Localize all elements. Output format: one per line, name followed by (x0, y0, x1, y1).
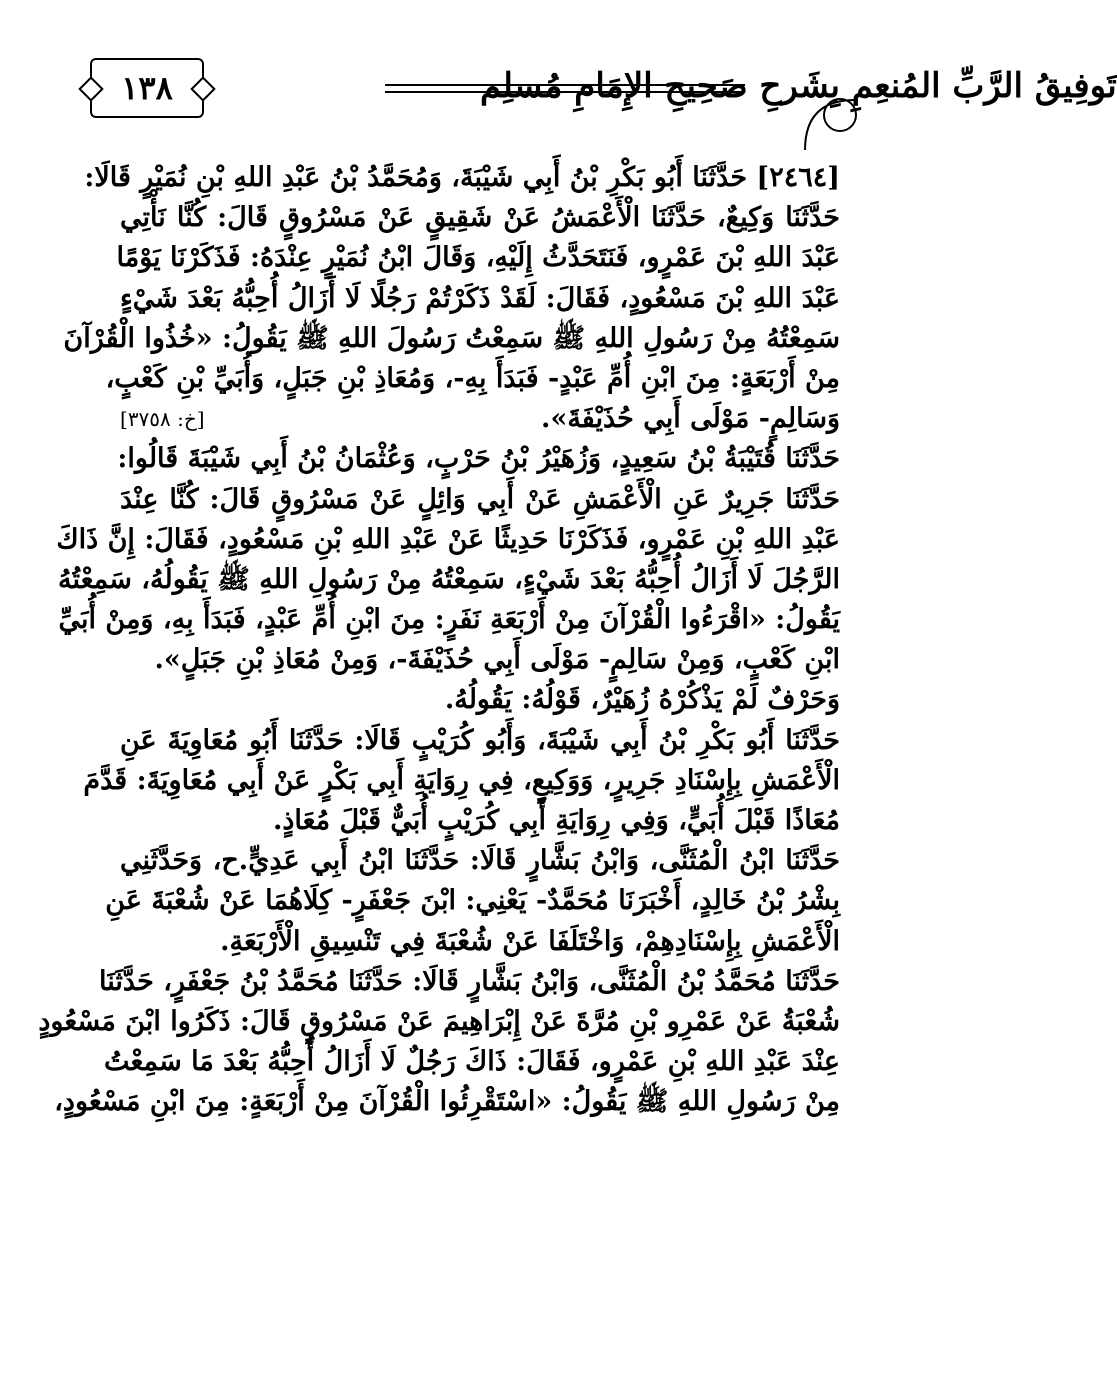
text-line: مُعَاذًا قَبْلَ أُبَيٍّ، وَفِي رِوَايَةِ أَبِي كُرَيْبٍ أُبَيٌّ قَبْلَ مُعَاذٍ. (272, 805, 840, 836)
citation-reference: [خ: ٣٧٥٨] (120, 407, 205, 432)
text-line: [٢٤٦٤] حَدَّثَنَا أَبُو بَكْرِ بْنُ أَبِي شَيْبَةَ، وَمُحَمَّدُ بْنُ عَبْدِ اللهِ بْنِ نُمَيْرٍ قَالَا: (84, 162, 840, 193)
text-line: الْأَعْمَشِ بِإِسْنَادِ جَرِيرٍ، وَوَكِيعٍ، فِي رِوَايَةِ أَبِي بَكْرٍ عَنْ أَبِي مُعَاوِيَةَ: قَدَّمَ (83, 764, 840, 796)
text-line: عَبْدَ اللهِ بْنَ عَمْرٍو، فَنَتَحَدَّثُ إِلَيْهِ، وَقَالَ ابْنُ نُمَيْرٍ عِنْدَهُ: فَذَكَرْنَا يَوْمًا (116, 242, 840, 274)
text-line: حَدَّثَنَا أَبُو بَكْرِ بْنُ أَبِي شَيْبَةَ، وَأَبُو كُرَيْبٍ قَالَا: حَدَّثَنَا أَبُو مُعَاوِيَةَ عَنِ (120, 724, 840, 756)
text-line: حَدَّثَنَا جَرِيرٌ عَنِ الْأَعْمَشِ عَنْ أَبِي وَائِلٍ عَنْ مَسْرُوقٍ قَالَ: كُنَّا عِنْدَ (120, 483, 840, 515)
text-line: الْأَعْمَشِ بِإِسْنَادِهِمْ، وَاخْتَلَفَا عَنْ شُعْبَةَ فِي تَنْسِيقِ الْأَرْبَعَةِ. (220, 925, 840, 957)
text-line: بِشْرُ بْنُ خَالِدٍ، أَخْبَرَنَا مُحَمَّدٌ- يَعْنِي: ابْنَ جَعْفَرٍ- كِلَاهُمَا عَنْ شُعْبَةَ عَنِ (105, 885, 840, 917)
header-rule-bottom (385, 91, 745, 93)
corner-ornament-icon (800, 95, 860, 155)
text-line: سَمِعْتُهُ مِنْ رَسُولِ اللهِ ﷺ سَمِعْتُ رَسُولَ اللهِ ﷺ يَقُولُ: «خُذُوا الْقُرْآنَ (63, 322, 840, 354)
text-line: مِنْ أَرْبَعَةٍ: مِنَ ابْنِ أُمِّ عَبْدٍ- فَبَدَأَ بِهِ-، وَمُعَاذِ بْنِ جَبَلٍ، وَأُبَيِّ بْنِ كَعْبٍ، (105, 362, 840, 394)
header-rule-top (385, 84, 745, 86)
text-line: مِنْ رَسُولِ اللهِ ﷺ يَقُولُ: «اسْتَقْرِئُوا الْقُرْآنَ مِنْ أَرْبَعَةٍ: مِنَ ابْنِ مَسْعُودٍ، (54, 1086, 840, 1118)
text-line: وَحَرْفٌ لَمْ يَذْكُرْهُ زُهَيْرٌ، قَوْلُهُ: يَقُولُهُ. (444, 684, 840, 716)
text-line: شُعْبَةُ عَنْ عَمْرِو بْنِ مُرَّةَ عَنْ إِبْرَاهِيمَ عَنْ مَسْرُوقٍ قَالَ: ذَكَرُوا ابْنَ مَسْعُودٍ (38, 1005, 840, 1037)
text-line: حَدَّثَنَا ابْنُ الْمُثَنَّى، وَابْنُ بَشَّارٍ قَالَا: حَدَّثَنَا ابْنُ أَبِي عَدِيٍّ.ح، وَحَدَّثَنِي (120, 845, 840, 877)
page-number: ١٣٨ (90, 58, 204, 118)
text-line: عَبْدَ اللهِ بْنَ مَسْعُودٍ، فَقَالَ: لَقَدْ ذَكَرْتُمْ رَجُلًا لَا أَزَالُ أُحِبُّهُ بَعْدَ شَيْءٍ (120, 282, 840, 314)
text-line: حَدَّثَنَا قُتَيْبَةُ بْنُ سَعِيدٍ، وَزُهَيْرُ بْنُ حَرْبٍ، وَعُثْمَانُ بْنُ أَبِي شَيْبَةَ قَالُوا: (117, 443, 840, 475)
text-line: حَدَّثَنَا وَكِيعٌ، حَدَّثَنَا الْأَعْمَشُ عَنْ شَقِيقٍ عَنْ مَسْرُوقٍ قَالَ: كُنَّا نَأْتِي (120, 202, 840, 234)
text-line: وَسَالِمٍ- مَوْلَى أَبِي حُذَيْفَةَ». (541, 403, 840, 435)
text-line: يَقُولُ: «اقْرَءُوا الْقُرْآنَ مِنْ أَرْبَعَةِ نَفَرٍ: مِنَ ابْنِ أُمِّ عَبْدٍ، فَبَدَأَ بِهِ، وَمِنْ أُبَيِّ (58, 604, 840, 636)
text-line: الرَّجُلَ لَا أَزَالُ أُحِبُّهُ بَعْدَ شَيْءٍ، سَمِعْتُهُ مِنْ رَسُولِ اللهِ ﷺ يَقُولُهُ، سَمِعْتُهُ (58, 563, 840, 595)
text-line: حَدَّثَنَا مُحَمَّدُ بْنُ الْمُثَنَّى، وَابْنُ بَشَّارٍ قَالَا: حَدَّثَنَا مُحَمَّدُ بْنُ جَعْفَرٍ، حَدَّثَنَا (99, 965, 840, 997)
hadith-text (38, 158, 840, 1123)
text-line-with-citation (120, 399, 840, 439)
book-title: تَوفِيقُ الرَّبِّ المُنعِمِ بِشَرحِ صَحِيحِ الإِمَامِ مُسلِم (480, 66, 1117, 106)
text-line: ابْنِ كَعْبٍ، وَمِنْ سَالِمٍ- مَوْلَى أَبِي حُذَيْفَةَ-، وَمِنْ مُعَاذِ بْنِ جَبَلٍ». (154, 644, 840, 676)
text-line: عَبْدِ اللهِ بْنِ عَمْرٍو، فَذَكَرْنَا حَدِيثًا عَنْ عَبْدِ اللهِ بْنِ مَسْعُودٍ، فَقَالَ: إِنَّ ذَاكَ (56, 523, 840, 555)
text-line: عِنْدَ عَبْدِ اللهِ بْنِ عَمْرٍو، فَقَالَ: ذَاكَ رَجُلٌ لَا أَزَالُ أُحِبُّهُ بَعْدَ مَا سَمِعْتُ (103, 1046, 840, 1078)
